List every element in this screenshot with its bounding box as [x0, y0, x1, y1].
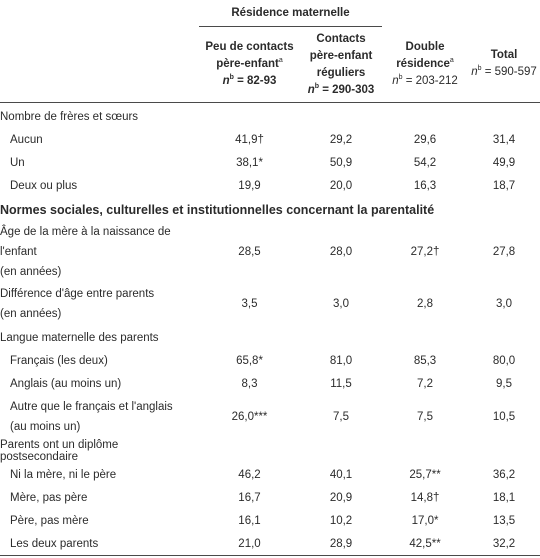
cell-value: 7,5 — [333, 411, 349, 423]
cell-value: 19,9 — [238, 179, 261, 192]
cell-value: 80,0 — [492, 354, 516, 367]
cell-value: 28,9 — [300, 532, 382, 556]
cell-value: 3,0 — [333, 298, 349, 310]
col-header-double-residence: Double résidence$^a$ $n^b = 203-212$ — [392, 40, 458, 87]
cell-value: 54,2 — [413, 156, 437, 169]
cell-value: 85,3 — [413, 354, 437, 367]
table-row — [0, 372, 540, 395]
cell-value: 14,8† — [410, 491, 440, 504]
col-header-peu-contacts: Peu de contacts père-enfant$^a$ $n^b = 82-93$ — [205, 41, 294, 87]
cell-value: 7,2 — [417, 377, 434, 390]
group-label: Parents ont un diplôme postsecondaire — [0, 439, 119, 463]
cell-value: 46,2 — [238, 468, 261, 481]
cell-value: 18,7 — [492, 179, 516, 192]
cell-value: 42,5** — [382, 532, 468, 556]
header-row-sub — [0, 27, 540, 103]
col-header-total: Total $n^b = 590-597$ — [471, 49, 537, 79]
table-row — [0, 128, 540, 151]
row-label: Autre que le français et l'anglais (au moins un) — [10, 401, 173, 433]
cell-value: 25,7** — [409, 468, 441, 481]
group-label: Langue maternelle des parents — [0, 331, 159, 344]
cell-value: 49,9 — [492, 156, 516, 169]
cell-value: 2,8 — [417, 298, 434, 310]
group-label: Nombre de frères et sœurs — [0, 110, 139, 123]
cell-value: 40,1 — [329, 468, 353, 481]
cell-value: 28,5 — [238, 246, 261, 258]
row-label: Différence d'âge entre parents (en années) — [0, 288, 155, 320]
cell-value: 7,5 — [417, 411, 434, 423]
header-blank — [382, 0, 468, 27]
table-row — [0, 174, 540, 197]
table-row — [0, 326, 540, 349]
row-label: Les deux parents — [0, 532, 199, 556]
table-row — [0, 349, 540, 372]
cell-value: 10,5 — [492, 411, 516, 423]
cell-value: 13,5 — [492, 514, 516, 527]
cell-value: 10,2 — [329, 514, 353, 527]
table-row — [0, 222, 540, 282]
cell-value: 27,8 — [492, 246, 516, 258]
row-label: Deux ou plus — [10, 179, 78, 192]
row-label: Âge de la mère à la naissance de l'enfant (en années) — [0, 226, 171, 278]
row-label: Père, pas mère — [10, 514, 89, 527]
cell-value: 29,6 — [413, 133, 437, 146]
group-header: Résidence maternelle — [199, 0, 382, 27]
cell-value: 81,0 — [329, 354, 353, 367]
cell-value: 3,0 — [496, 298, 513, 310]
table-row — [0, 439, 540, 463]
cell-value: 3,5 — [241, 298, 258, 310]
header-blank — [0, 0, 199, 27]
cell-value: 17,0* — [411, 514, 439, 527]
col-header-contacts-reguliers: Contacts père-enfant réguliers $n^b = 290-303$ — [307, 32, 375, 96]
cell-value: 16,1 — [238, 514, 261, 527]
header-row-top — [0, 0, 540, 27]
table-row — [0, 486, 540, 509]
row-label: Mère, pas père — [10, 491, 88, 504]
cell-value: 41,9† — [235, 133, 264, 146]
cell-value: 21,0 — [199, 532, 300, 556]
cell-value: 38,1* — [236, 156, 263, 169]
header-blank — [468, 0, 540, 27]
header-blank — [0, 27, 199, 103]
cell-value: 28,0 — [329, 246, 353, 258]
table-row — [0, 197, 540, 222]
section-heading: Normes sociales, culturelles et institutionnelles concernant la parentalité — [0, 202, 435, 217]
table-row — [0, 463, 540, 486]
cell-value: 27,2† — [410, 246, 440, 258]
cell-value: 65,8* — [236, 354, 263, 367]
table-row — [0, 103, 540, 129]
table-row — [0, 532, 540, 556]
cell-value: 9,5 — [496, 377, 513, 390]
cell-value: 16,7 — [238, 491, 261, 504]
table-row — [0, 509, 540, 532]
table-row — [0, 282, 540, 326]
table-row — [0, 395, 540, 439]
row-label: Ni la mère, ni le père — [10, 468, 117, 481]
table-row — [0, 151, 540, 174]
cell-value: 32,2 — [468, 532, 540, 556]
row-label: Français (les deux) — [10, 354, 108, 367]
row-label: Un — [10, 156, 25, 169]
cell-value: 20,9 — [329, 491, 353, 504]
cell-value: 18,1 — [492, 491, 516, 504]
cell-value: 20,0 — [329, 179, 353, 192]
table-body — [0, 103, 540, 556]
cell-value: 8,3 — [241, 377, 258, 390]
cell-value: 11,5 — [330, 377, 352, 390]
row-label: Anglais (au moins un) — [10, 377, 122, 390]
cell-value: 36,2 — [492, 468, 516, 481]
cell-value: 26,0*** — [231, 411, 268, 423]
row-label: Aucun — [10, 133, 43, 146]
cell-value: 16,3 — [413, 179, 437, 192]
cell-value: 29,2 — [329, 133, 353, 146]
cell-value: 31,4 — [492, 133, 516, 146]
cell-value: 50,9 — [329, 156, 353, 169]
